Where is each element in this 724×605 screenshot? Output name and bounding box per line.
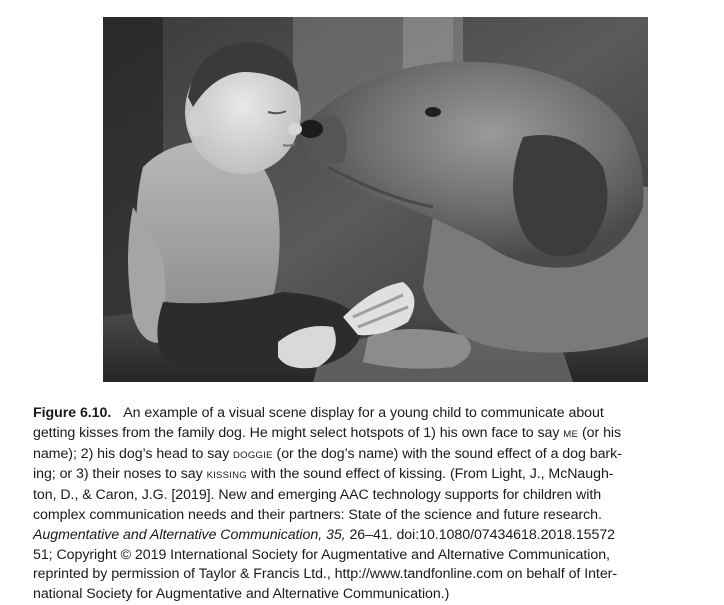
caption-text: ton, D., & Caron, J.G. [2019]. New and emerging AAC technology supports for children with bbox=[33, 487, 602, 504]
caption-text: getting kisses from the family dog. He might select hotspots of 1) his own face to say bbox=[33, 424, 564, 441]
caption-text: name); 2) his dog’s head to say bbox=[33, 445, 234, 462]
caption-text: (or his bbox=[578, 424, 622, 441]
caption-text: (or the dog’s name) with the sound effect of a dog bark- bbox=[272, 445, 622, 462]
caption-text: 51; Copyright © 2019 International Society for Augmentative and Alternative Communication, bbox=[33, 546, 610, 563]
caption-line-4 bbox=[33, 465, 713, 486]
caption-small-caps-me: ME bbox=[563, 428, 579, 440]
caption-journal-title: Augmentative and Alternative Communication, 35, bbox=[33, 526, 346, 543]
caption-text: complex communication needs and their partners: State of the science and future research. bbox=[33, 506, 602, 523]
child-dog-photo-icon bbox=[103, 17, 648, 382]
caption-line-3 bbox=[33, 445, 713, 466]
caption-line-2 bbox=[33, 424, 713, 445]
figure-caption bbox=[33, 404, 713, 605]
caption-text: An example of a visual scene display for a young child to communicate about bbox=[123, 405, 604, 421]
caption-small-caps-kissing: KISSING bbox=[206, 470, 247, 482]
caption-line-6 bbox=[33, 506, 713, 526]
caption-line-8 bbox=[33, 546, 713, 566]
caption-line-1 bbox=[33, 404, 713, 424]
caption-text: national Society for Augmentative and Alternative Communication.) bbox=[33, 586, 450, 603]
caption-line-5 bbox=[33, 486, 713, 506]
caption-text: ing; or 3) their noses to say bbox=[33, 466, 207, 483]
figure-photo bbox=[103, 17, 648, 382]
caption-line-9 bbox=[33, 565, 713, 585]
figure-label: Figure 6.10. bbox=[33, 405, 112, 421]
caption-text: with the sound effect of kissing. (From Light, J., McNaugh- bbox=[246, 466, 614, 483]
caption-text: 26–41. doi:10.1080/07434618.2018.15572 bbox=[345, 526, 616, 543]
caption-line-7 bbox=[33, 526, 713, 546]
caption-text: reprinted by permission of Taylor & Francis Ltd., http://www.tandfonline.com on behalf of Inter- bbox=[33, 566, 618, 583]
caption-small-caps-doggie: DOGGIE bbox=[233, 449, 273, 461]
